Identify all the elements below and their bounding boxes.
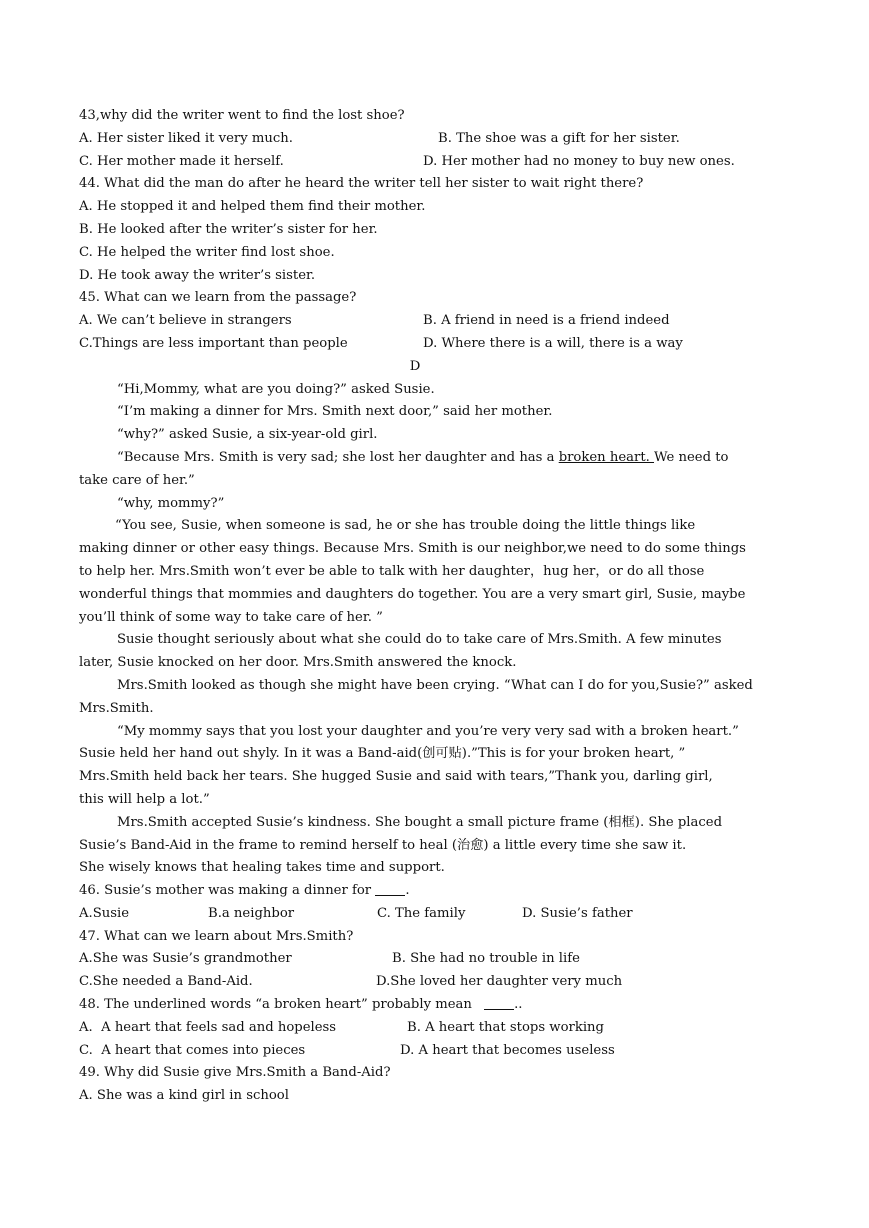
passage-paragraph-6-line1: “You see, Susie, when someone is sad, he or she has trouble doing the little things like [115, 518, 696, 534]
question-43-option-c: C. Her mother made it herself. [79, 153, 284, 169]
question-43-option-a: A. Her sister liked it very much. [79, 130, 293, 146]
section-label-d: D [409, 358, 421, 374]
question-46-options [79, 903, 791, 926]
question-49-stem: 49. Why did Susie give Mrs.Smith a Band-Aid? [79, 1065, 391, 1081]
answer-blank [484, 995, 514, 1010]
passage-paragraph-7-line2: later, Susie knocked on her door. Mrs.Smith answered the knock. [79, 655, 517, 671]
question-46-option-c: C. The family [377, 905, 466, 921]
question-45-stem: 45. What can we learn from the passage? [79, 290, 357, 306]
question-44-option-c: C. He helped the writer find lost shoe. [79, 244, 335, 260]
passage-paragraph-6-line4: wonderful things that mommies and daughters do together. You are a very smart girl, Susie, maybe [79, 586, 746, 602]
question-46-option-d: D. Susie’s father [522, 905, 633, 921]
passage-paragraph-9-line3: Mrs.Smith held back her tears. She hugged Susie and said with tears,”Thank you, darling girl, [79, 769, 713, 785]
question-46-option-b: B.a neighbor [208, 905, 295, 921]
question-46-stem-text: 46. Susie’s mother was making a dinner for [79, 883, 376, 899]
question-48-options-row2 [79, 1040, 791, 1063]
question-47-options-row2 [79, 971, 791, 994]
question-46-stem [79, 880, 791, 903]
question-47-option-b: B. She had no trouble in life [392, 951, 580, 967]
question-47-option-c: C.She needed a Band-Aid. [79, 974, 253, 990]
question-43-stem: 43,why did the writer went to find the lost shoe? [79, 108, 405, 123]
question-49-option-a: A. She was a kind girl in school [79, 1088, 289, 1104]
question-47-stem: 47. What can we learn about Mrs.Smith? [79, 928, 354, 944]
question-48-option-d: D. A heart that becomes useless [400, 1042, 615, 1058]
question-48-stem [79, 994, 791, 1017]
question-46-stem-end: . [405, 883, 410, 899]
passage-p4-before: “Because Mrs. Smith is very sad; she lost her daughter and has a [117, 449, 559, 465]
passage-paragraph-6-line5: you’ll think of some way to take care of her. ” [79, 609, 383, 625]
passage-paragraph-2: “I’m making a dinner for Mrs. Smith next door,” said her mother. [117, 404, 553, 420]
question-45-option-d: D. Where there is a will, there is a way [423, 335, 683, 351]
passage-paragraph-5: “why, mommy?” [117, 495, 225, 511]
passage-paragraph-4-line1 [79, 447, 791, 470]
passage-paragraph-8-line2: Mrs.Smith. [79, 700, 154, 716]
question-47-option-a: A.She was Susie’s grandmother [79, 951, 292, 967]
passage-paragraph-8-line1: Mrs.Smith looked as though she might have been crying. “What can I do for you,Susie?” asked [117, 677, 753, 693]
passage-paragraph-1: “Hi,Mommy, what are you doing?” asked Susie. [117, 381, 435, 397]
passage-paragraph-6-line3: to help her. Mrs.Smith won’t ever be able to talk with her daughter，hug her，or do all those [79, 563, 705, 579]
worksheet-page [79, 105, 791, 1108]
question-44-option-d: D. He took away the writer’s sister. [79, 267, 316, 283]
question-44-option-a: A. He stopped it and helped them find their mother. [79, 199, 426, 215]
passage-paragraph-10-line1: Mrs.Smith accepted Susie’s kindness. She bought a small picture frame (相框). She placed [117, 814, 723, 830]
passage-paragraph-4-line2: take care of her.” [79, 472, 195, 488]
question-47-option-d: D.She loved her daughter very much [376, 974, 623, 990]
passage-paragraph-6-line2: making dinner or other easy things. Because Mrs. Smith is our neighbor,we need to do some things [79, 541, 746, 557]
passage-paragraph-9-line2: Susie held her hand out shyly. In it was a Band-aid(创可贴).”This is for your broken heart, ” [79, 746, 686, 762]
question-48-stem-end: .. [514, 997, 523, 1013]
question-45-options-row2 [79, 333, 791, 356]
question-48-options-row1 [79, 1017, 791, 1040]
question-45-option-b: B. A friend in need is a friend indeed [423, 313, 670, 329]
question-48-stem-text: 48. The underlined words “a broken heart” probably mean [79, 997, 477, 1013]
answer-blank [375, 881, 405, 896]
question-48-option-a: A. A heart that feels sad and hopeless [79, 1019, 337, 1035]
passage-paragraph-3: “why?” asked Susie, a six-year-old girl. [117, 427, 378, 443]
question-46-option-a: A.Susie [79, 905, 130, 921]
question-48-option-b: B. A heart that stops working [407, 1019, 604, 1035]
underlined-broken-heart: broken heart. [558, 449, 655, 465]
passage-paragraph-9-line1: “My mommy says that you lost your daughter and you’re very very sad with a broken heart.” [117, 723, 739, 739]
question-43-options-row2 [79, 151, 791, 174]
question-44-option-b: B. He looked after the writer’s sister for her. [79, 221, 378, 237]
question-44-stem: 44. What did the man do after he heard the writer tell her sister to wait right there? [79, 176, 644, 192]
question-43-option-d: D. Her mother had no money to buy new ones. [423, 153, 735, 169]
question-45-option-a: A. We can’t believe in strangers [79, 313, 292, 329]
passage-paragraph-7-line1: Susie thought seriously about what she could do to take care of Mrs.Smith. A few minutes [117, 632, 722, 648]
question-45-options-row1 [79, 310, 791, 333]
passage-paragraph-9-line4: this will help a lot.” [79, 791, 210, 807]
question-45-option-c: C.Things are less important than people [79, 335, 348, 351]
question-47-options-row1 [79, 948, 791, 971]
passage-paragraph-10-line3: She wisely knows that healing takes time and support. [79, 860, 445, 876]
question-48-option-c: C. A heart that comes into pieces [79, 1042, 306, 1058]
passage-p4-after: We need to [654, 449, 729, 465]
question-43-option-b: B. The shoe was a gift for her sister. [438, 130, 680, 146]
question-43-options-row1 [79, 128, 791, 151]
passage-paragraph-10-line2: Susie’s Band-Aid in the frame to remind herself to heal (治愈) a little every time she saw it. [79, 837, 687, 853]
